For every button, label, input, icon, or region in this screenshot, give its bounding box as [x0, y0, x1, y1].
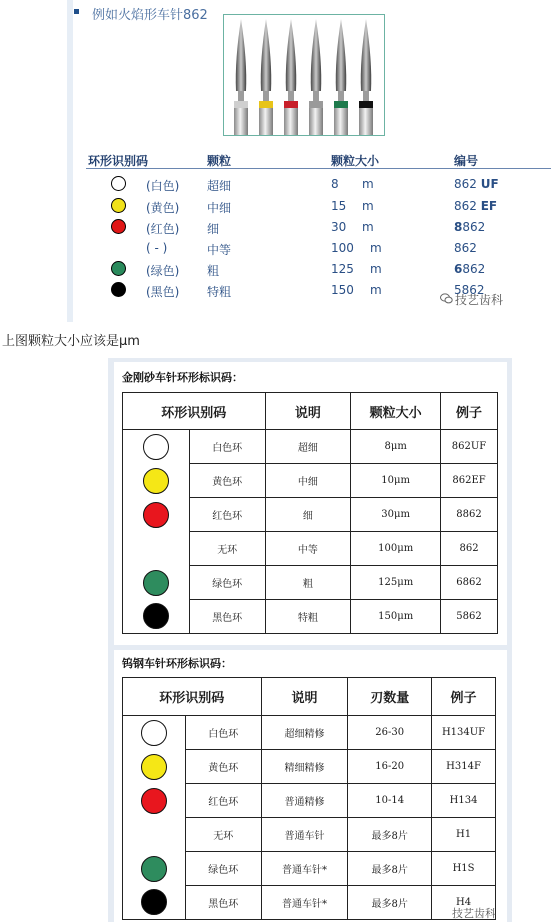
value-cell: 最多8片 [348, 818, 432, 852]
ring-swatch-cell [123, 464, 190, 498]
grain-size-unit: m [370, 283, 382, 297]
bur-4 [309, 19, 323, 135]
code-number [454, 262, 485, 276]
grain-label: 中细 [207, 201, 232, 215]
ring-swatch-cell [123, 566, 190, 600]
ring-name-cell: 绿色环 [189, 566, 265, 600]
diamond-ring-table [122, 392, 498, 634]
ring-color-circle [143, 434, 169, 460]
tungsten-bur-panel [114, 650, 507, 922]
grain-size-value: 30 [331, 220, 347, 234]
ring-name-cell: 无环 [189, 532, 265, 566]
diamond-bur-panel [114, 362, 507, 645]
example-cell: 862 [441, 532, 498, 566]
burs-photo [223, 14, 385, 136]
code-tail: 862 [462, 262, 486, 276]
example-cell: H314F [432, 750, 496, 784]
diamond-table-title: 金刚砂车针环形标识码： [122, 371, 243, 384]
code-prefix: 862 [454, 199, 481, 213]
wechat-icon [440, 293, 453, 304]
ring-color-circle [141, 754, 167, 780]
ring-swatch-cell [123, 716, 186, 750]
ring-color-circle [141, 788, 167, 814]
bur-1 [234, 19, 248, 135]
bur-2 [259, 19, 273, 135]
col-ring-code: 环形识别码 [123, 678, 262, 716]
col-desc: 说明 [265, 393, 351, 430]
ring-name-cell: 绿色环 [185, 852, 261, 886]
example-cell: 862EF [441, 464, 498, 498]
header-divider [86, 168, 551, 169]
spec-row [0, 196, 560, 218]
ring-color-circle [143, 502, 169, 528]
ring-swatch-cell [123, 852, 186, 886]
ring-swatch-cell [123, 818, 186, 852]
ring-color-circle [141, 720, 167, 746]
ring-name-cell: 黑色环 [189, 600, 265, 634]
value-cell: 100μm [351, 532, 441, 566]
spec-row [0, 259, 560, 281]
ring-color-swatch [111, 219, 126, 234]
desc-cell: 普通车针* [261, 852, 348, 886]
grain-size-value: 100 [331, 241, 354, 255]
table-header-row [123, 393, 498, 430]
example-cell: 862UF [441, 430, 498, 464]
value-cell: 125μm [351, 566, 441, 600]
table-row [123, 430, 498, 464]
flame-burs-illustration [224, 15, 384, 135]
ring-color-circle [141, 889, 167, 915]
value-cell: 10μm [351, 464, 441, 498]
ring-color-circle [141, 856, 167, 882]
example-cell: H1S [432, 852, 496, 886]
spec-row [0, 238, 560, 260]
desc-cell: 特粗 [265, 600, 351, 634]
grain-size-unit: m [362, 199, 374, 213]
desc-cell: 普通车针 [261, 818, 348, 852]
watermark-text: 技艺齿科 [452, 907, 496, 920]
code-number [454, 220, 485, 234]
desc-cell: 细 [265, 498, 351, 532]
ring-color-circle [143, 468, 169, 494]
ring-swatch-cell [123, 532, 190, 566]
col-example: 例子 [441, 393, 498, 430]
code-prefix: 5862 [454, 283, 485, 297]
ring-color-swatch [111, 282, 126, 297]
spec-row [0, 174, 560, 196]
ring-color-swatch [111, 176, 126, 191]
ring-color-swatch [111, 261, 126, 276]
table-row [123, 600, 498, 634]
table-row [123, 498, 498, 532]
tungsten-table-title: 钨钢车针环形标识码： [122, 657, 232, 670]
ring-name-cell: 无环 [185, 818, 261, 852]
table-row [123, 532, 498, 566]
value-cell: 16-20 [348, 750, 432, 784]
grain-size-value: 8 [331, 177, 339, 191]
ring-color-circle [143, 603, 169, 629]
code-suffix-bold: UF [480, 177, 499, 191]
grain-label: 超细 [207, 179, 232, 193]
header-grain-size: 颗粒大小 [331, 154, 380, 168]
value-cell: 最多8片 [348, 886, 432, 920]
ring-swatch-cell [123, 430, 190, 464]
table-row [123, 464, 498, 498]
grain-size-value: 125 [331, 262, 354, 276]
table-row [123, 852, 496, 886]
color-label: (白色) [146, 179, 180, 193]
example-cell: 6862 [441, 566, 498, 600]
ring-swatch-cell [123, 600, 190, 634]
header-grain: 颗粒 [207, 154, 232, 168]
value-cell: 10-14 [348, 784, 432, 818]
example-cell: H134 [432, 784, 496, 818]
col-ring-code: 环形识别码 [123, 393, 266, 430]
grain-label: 粗 [207, 264, 220, 278]
desc-cell: 中细 [265, 464, 351, 498]
code-number [454, 199, 497, 213]
ring-swatch-cell [123, 886, 186, 920]
example-cell: H4 [432, 886, 496, 920]
grain-size-value: 150 [331, 283, 354, 297]
header-ring-code: 环形识别码 [88, 154, 149, 168]
note-text: 上图颗粒大小应该是μm [2, 334, 140, 349]
bur-5 [334, 19, 348, 135]
spec-row [0, 217, 560, 239]
desc-cell: 超细 [265, 430, 351, 464]
grain-label: 中等 [207, 243, 232, 257]
code-suffix-bold: 8 [454, 220, 463, 234]
ring-name-cell: 白色环 [185, 716, 261, 750]
desc-cell: 精细精修 [261, 750, 348, 784]
tungsten-ring-table [122, 677, 496, 920]
code-suffix-bold: 6 [454, 262, 463, 276]
grain-size-value: 15 [331, 199, 347, 213]
grain-size-unit: m [370, 262, 382, 276]
table-row [123, 566, 498, 600]
table-row [123, 818, 496, 852]
table-row [123, 750, 496, 784]
desc-cell: 超细精修 [261, 716, 348, 750]
code-number [454, 241, 477, 255]
top-spec-panel [0, 0, 560, 322]
col-desc: 说明 [261, 678, 348, 716]
table-row [123, 784, 496, 818]
section-heading: 例如火焰形车针862 [92, 8, 208, 23]
example-cell: H134UF [432, 716, 496, 750]
value-cell: 30μm [351, 498, 441, 532]
ring-swatch-cell [123, 784, 186, 818]
example-cell: 5862 [441, 600, 498, 634]
value-cell: 150μm [351, 600, 441, 634]
ring-name-cell: 白色环 [189, 430, 265, 464]
example-cell: H1 [432, 818, 496, 852]
desc-cell: 普通精修 [261, 784, 348, 818]
color-label: (黑色) [146, 285, 180, 299]
bur-6 [359, 19, 373, 135]
desc-cell: 普通车针* [261, 886, 348, 920]
code-number [454, 177, 499, 191]
table-header-row [123, 678, 496, 716]
col-grain-size: 颗粒大小 [351, 393, 441, 430]
color-label: (黄色) [146, 201, 180, 215]
color-label: (绿色) [146, 264, 180, 278]
desc-cell: 粗 [265, 566, 351, 600]
code-tail: 862 [462, 220, 486, 234]
value-cell: 8μm [351, 430, 441, 464]
example-cell: 8862 [441, 498, 498, 532]
desc-cell: 中等 [265, 532, 351, 566]
table-row [123, 886, 496, 920]
ring-color-circle [143, 570, 169, 596]
bur-3 [284, 19, 298, 135]
grain-label: 特粗 [207, 285, 232, 299]
ring-color-swatch [111, 198, 126, 213]
col-example: 例子 [432, 678, 496, 716]
ring-name-cell: 黑色环 [185, 886, 261, 920]
ring-name-cell: 黄色环 [185, 750, 261, 784]
grain-size-unit: m [362, 177, 374, 191]
header-number: 编号 [454, 154, 479, 168]
bullet-icon [74, 9, 79, 14]
ring-name-cell: 黄色环 [189, 464, 265, 498]
code-suffix-bold: EF [480, 199, 498, 213]
ring-name-cell: 红色环 [185, 784, 261, 818]
ring-name-cell: 红色环 [189, 498, 265, 532]
code-prefix: 862 [454, 241, 477, 255]
color-label: ( - ) [146, 241, 168, 255]
ring-swatch-cell [123, 750, 186, 784]
grain-label: 细 [207, 222, 220, 236]
grain-size-unit: m [362, 220, 374, 234]
value-cell: 26-30 [348, 716, 432, 750]
code-prefix: 862 [454, 177, 481, 191]
watermark-text: 技艺齿科 [455, 293, 504, 307]
grain-size-unit: m [370, 241, 382, 255]
col-blade-count: 刃数量 [348, 678, 432, 716]
value-cell: 最多8片 [348, 852, 432, 886]
table-row [123, 716, 496, 750]
ring-swatch-cell [123, 498, 190, 532]
color-label: (红色) [146, 222, 180, 236]
